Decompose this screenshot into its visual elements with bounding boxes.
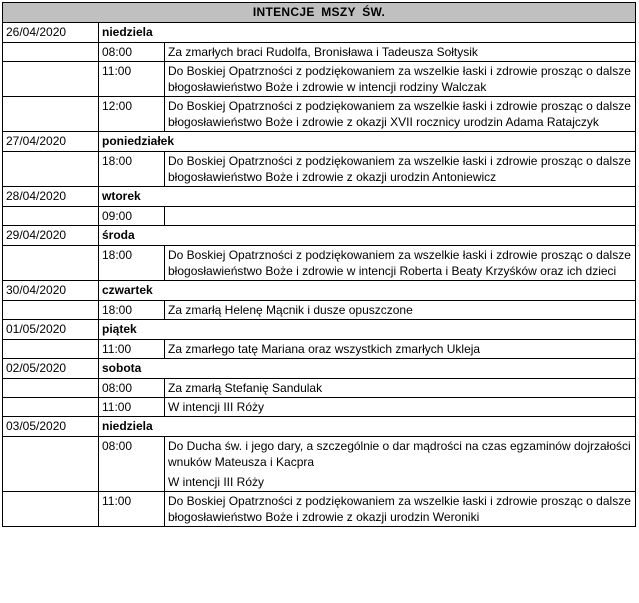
mass-time: 09:00: [99, 207, 165, 226]
day-date: 30/04/2020: [3, 281, 99, 301]
mass-intention-cell: [165, 246, 636, 281]
mass-intention: Za zmarłych braci Rudolfa, Bronisława i Tadeusza Sołtysik: [168, 45, 478, 59]
day-name: sobota: [99, 359, 636, 379]
mass-date-empty-cell: [3, 246, 99, 281]
mass-intention: Za zmarłego tatę Mariana oraz wszystkich zmarłych Ukleja: [168, 342, 481, 356]
mass-intention: W intencji III Róży: [168, 400, 265, 414]
mass-row: [3, 379, 636, 398]
mass-intention: [168, 208, 632, 224]
mass-intention-cell: [165, 398, 636, 417]
mass-intention: Do Ducha św. i jego dary, a szczególnie o dar mądrości na czas egzaminów dojrzałości wnuków Mateusza i Kacpra: [168, 439, 631, 469]
day-row: [3, 132, 636, 152]
mass-row: [3, 207, 636, 226]
mass-date-empty-cell: [3, 379, 99, 398]
mass-intention-cell: [165, 97, 636, 132]
day-row: [3, 23, 636, 43]
mass-time: 18:00: [99, 246, 165, 281]
mass-row: [3, 152, 636, 187]
day-date: 02/05/2020: [3, 359, 99, 379]
mass-time: 08:00: [99, 379, 165, 398]
mass-date-empty-cell: [3, 207, 99, 226]
mass-intention: W intencji III Róży: [168, 475, 265, 489]
mass-time: 18:00: [99, 301, 165, 320]
mass-intention: Za zmarłą Helenę Mącnik i dusze opuszczone: [168, 303, 413, 317]
day-name: niedziela: [99, 23, 636, 43]
mass-row: [3, 437, 636, 492]
day-row: [3, 359, 636, 379]
mass-date-empty-cell: [3, 43, 99, 62]
mass-intention-cell: [165, 152, 636, 187]
mass-date-empty-cell: [3, 398, 99, 417]
mass-intention-cell: [165, 492, 636, 527]
mass-intention: Za zmarłą Stefanię Sandulak: [168, 381, 323, 395]
table-title-cell: [3, 3, 636, 23]
mass-date-empty-cell: [3, 437, 99, 492]
title-row: [3, 3, 636, 23]
mass-intention-cell: [165, 379, 636, 398]
day-row: [3, 417, 636, 437]
day-row: [3, 320, 636, 340]
mass-intention-cell: [165, 62, 636, 97]
mass-time: 18:00: [99, 152, 165, 187]
mass-intention-cell: [165, 437, 636, 492]
day-name: niedziela: [99, 417, 636, 437]
day-row: [3, 281, 636, 301]
mass-time: 08:00: [99, 437, 165, 492]
day-date: 29/04/2020: [3, 226, 99, 246]
mass-intention: Do Boskiej Opatrzności z podziękowaniem za wszelkie łaski i zdrowie prosząc o dalsze błogosławieństwo Boże i zdrowie z okazji urodzin Weroniki: [168, 494, 631, 524]
day-date: 28/04/2020: [3, 187, 99, 207]
mass-date-empty-cell: [3, 152, 99, 187]
mass-intention-cell: [165, 301, 636, 320]
day-name: poniedziałek: [99, 132, 636, 152]
day-name: piątek: [99, 320, 636, 340]
mass-intention: Do Boskiej Opatrzności z podziękowaniem za wszelkie łaski i zdrowie prosząc o dalsze błogosławieństwo Boże i zdrowie w intencji rodziny Walczak: [168, 64, 631, 94]
day-name: czwartek: [99, 281, 636, 301]
day-name: środa: [99, 226, 636, 246]
mass-intention: Do Boskiej Opatrzności z podziękowaniem za wszelkie łaski i zdrowie prosząc o dalsze błogosławieństwo Boże i zdrowie z okazji XVII rocznicy urodzin Adama Ratajczyk: [168, 99, 631, 129]
mass-time: 11:00: [99, 62, 165, 97]
mass-intention-cell: [165, 43, 636, 62]
mass-date-empty-cell: [3, 97, 99, 132]
mass-time: 12:00: [99, 97, 165, 132]
day-name: wtorek: [99, 187, 636, 207]
mass-intentions-table: [2, 2, 636, 527]
mass-row: [3, 246, 636, 281]
mass-row: [3, 301, 636, 320]
table-body: [3, 3, 636, 527]
mass-time: 11:00: [99, 340, 165, 359]
mass-time: 11:00: [99, 398, 165, 417]
day-row: [3, 187, 636, 207]
mass-intention-cell: [165, 207, 636, 226]
table-title: INTENCJE MSZY ŚW.: [252, 5, 386, 19]
day-date: 01/05/2020: [3, 320, 99, 340]
mass-row: [3, 97, 636, 132]
mass-row: [3, 492, 636, 527]
mass-intentions-sheet: [2, 2, 636, 527]
day-date: 03/05/2020: [3, 417, 99, 437]
mass-date-empty-cell: [3, 62, 99, 97]
mass-intention-cell: [165, 340, 636, 359]
day-row: [3, 226, 636, 246]
mass-row: [3, 43, 636, 62]
mass-time: 08:00: [99, 43, 165, 62]
mass-date-empty-cell: [3, 340, 99, 359]
mass-date-empty-cell: [3, 301, 99, 320]
mass-row: [3, 340, 636, 359]
mass-time: 11:00: [99, 492, 165, 527]
mass-date-empty-cell: [3, 492, 99, 527]
day-date: 27/04/2020: [3, 132, 99, 152]
mass-row: [3, 62, 636, 97]
mass-intention: Do Boskiej Opatrzności z podziękowaniem za wszelkie łaski i zdrowie prosząc o dalsze błogosławieństwo Boże i zdrowie z okazji urodzin Antoniewicz: [168, 154, 631, 184]
mass-intention: Do Boskiej Opatrzności z podziękowaniem za wszelkie łaski i zdrowie prosząc o dalsze błogosławieństwo Boże i zdrowie w intencji Roberta i Beaty Krzyśków oraz ich dzieci: [168, 248, 631, 278]
mass-row: [3, 398, 636, 417]
day-date: 26/04/2020: [3, 23, 99, 43]
